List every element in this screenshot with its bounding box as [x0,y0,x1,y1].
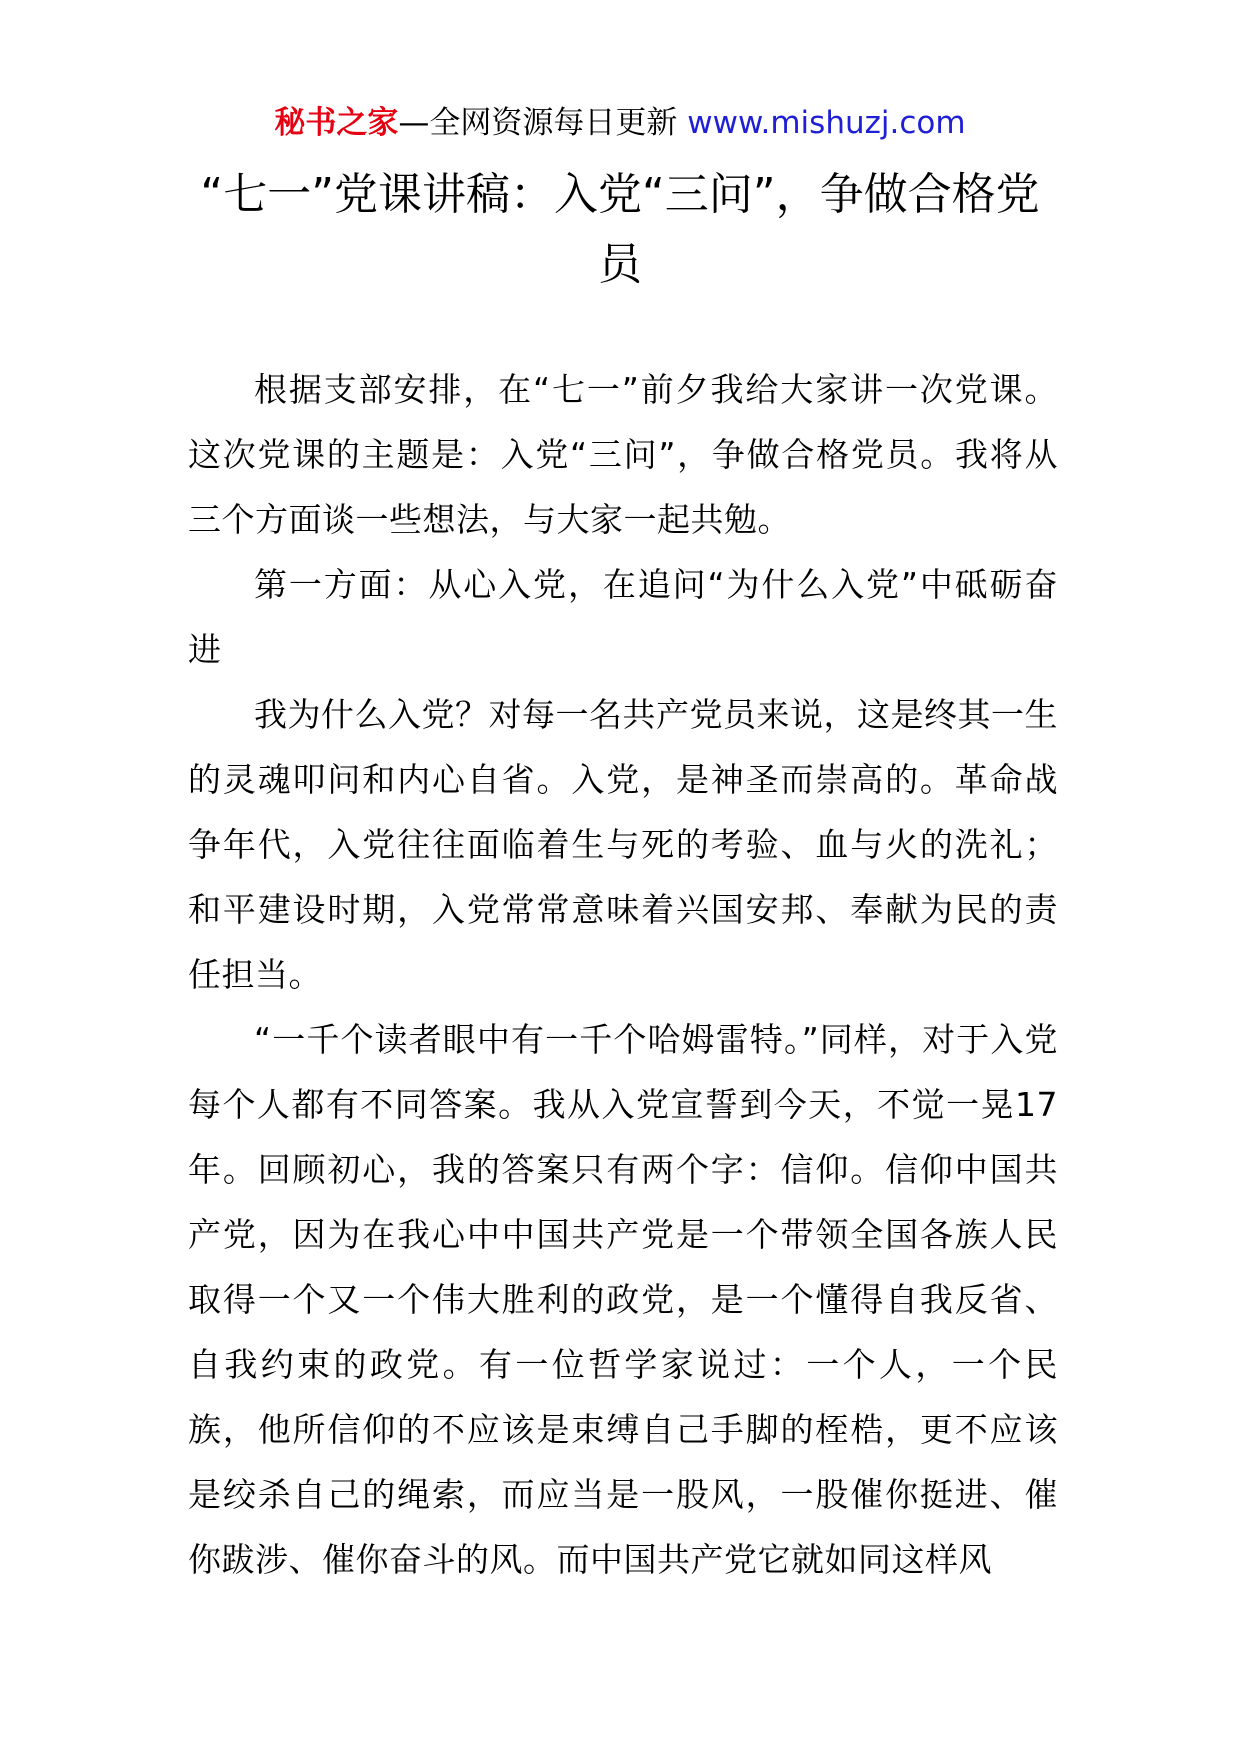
site-tagline: —全网资源每日更新 [398,105,688,141]
site-header [0,100,1240,146]
document-title: “七一”党课讲稿：入党“三问”，争做合格党员 [200,169,1040,290]
site-brand: 秘书之家 [274,105,399,141]
section-heading-1: 第一方面：从心入党，在追问“为什么入党”中砥砺奋进 [188,565,1058,669]
paragraph-why-join: 我为什么入党？对每一名共产党员来说，这是终其一生的灵魂叩问和内心自省。入党，是神圣而崇高的。革命战争年代，入党往往面临着生与死的考验、血与火的洗礼；和平建设时期，入党常常意味着兴国安邦、奉献为民的责任担当。 [188,695,1058,994]
document-body [188,357,1058,1592]
paragraph-faith: “一千个读者眼中有一千个哈姆雷特。”同样，对于入党每个人都有不同答案。我从入党宣誓到今天，不觉一晃17年。回顾初心，我的答案只有两个字：信仰。信仰中国共产党，因为在我心中中国共产党是一个带领全国各族人民取得一个又一个伟大胜利的政党，是一个懂得自我反省、自我约束的政党。有一位哲学家说过：一个人，一个民族，他所信仰的不应该是束缚自己手脚的桎梏，更不应该是绞杀自己的绳索，而应当是一股风，一股催你挺进、催你跋涉、催你奋斗的风。而中国共产党它就如同这样风 [188,1020,1058,1579]
paragraph-intro: 根据支部安排，在“七一”前夕我给大家讲一次党课。这次党课的主题是：入党“三问”，争做合格党员。我将从三个方面谈一些想法，与大家一起共勉。 [188,370,1058,539]
site-url[interactable]: www.mishuzj.com [687,105,966,141]
